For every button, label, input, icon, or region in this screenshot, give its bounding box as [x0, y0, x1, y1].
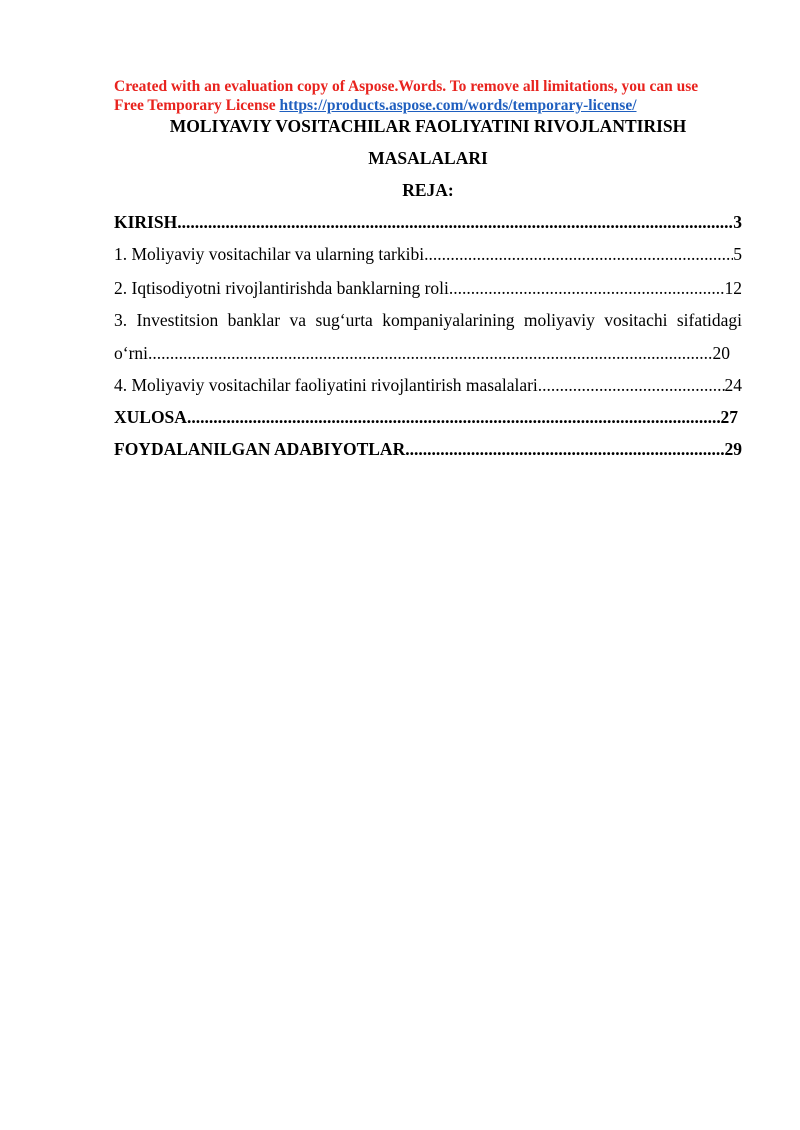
toc-entry-label: XULOSA: [114, 407, 187, 427]
document-title-line-2: MASALALARI: [368, 148, 488, 168]
toc-page-number: 24: [724, 375, 742, 395]
toc-entry-3-line-2[interactable]: [114, 342, 730, 364]
toc-page-number: 3: [733, 212, 742, 232]
watermark-prefix: Free Temporary License: [114, 97, 280, 114]
watermark-line-1: Created with an evaluation copy of Aspose.Words. To remove all limitations, you can use: [114, 78, 699, 95]
toc-entry-label: 1. Moliyaviy vositachilar va ularning tarkibi: [114, 244, 425, 264]
toc-leader-dots: [405, 438, 724, 460]
toc-page-number: 27: [720, 407, 738, 427]
toc-leader-dots: [148, 342, 712, 364]
toc-entry-label: o‘rni: [114, 343, 149, 363]
toc-entry-references[interactable]: [114, 438, 742, 460]
toc-page-number: 12: [724, 278, 742, 298]
document-title-line-1: MOLIYAVIY VOSITACHILAR FAOLIYATINI RIVOJLANTIRISH: [169, 116, 687, 136]
toc-page-number: 5: [733, 244, 742, 264]
watermark-line-2: [114, 96, 754, 115]
toc-entry-3-line-1[interactable]: 3. Investitsion banklar va sug‘urta kompaniyalarining moliyaviy vositachi sifatidagi: [114, 310, 742, 330]
license-link[interactable]: https://products.aspose.com/words/temporary-license/: [279, 97, 637, 114]
toc-entry-label: FOYDALANILGAN ADABIYOTLAR: [114, 439, 406, 459]
toc-entry-label: 2. Iqtisodiyotni rivojlantirishda banklarning roli: [114, 278, 449, 298]
toc-entry-2[interactable]: [114, 277, 742, 299]
toc-page-number: 29: [724, 439, 742, 459]
plan-heading: REJA:: [402, 180, 454, 200]
toc-page-number: 20: [712, 343, 730, 363]
toc-leader-dots: [177, 211, 733, 233]
toc-entry-conclusion[interactable]: [114, 406, 738, 428]
toc-leader-dots: [538, 374, 725, 396]
toc-entry-1[interactable]: [114, 243, 742, 265]
toc-leader-dots: [424, 243, 733, 265]
toc-leader-dots: [449, 277, 725, 299]
toc-entry-introduction[interactable]: [114, 211, 742, 233]
evaluation-watermark: [114, 77, 754, 115]
toc-leader-dots: [187, 406, 721, 428]
toc-entry-label: KIRISH: [114, 212, 178, 232]
toc-entry-label: 4. Moliyaviy vositachilar faoliyatini rivojlantirish masalalari: [114, 375, 538, 395]
toc-entry-4[interactable]: [114, 374, 742, 396]
